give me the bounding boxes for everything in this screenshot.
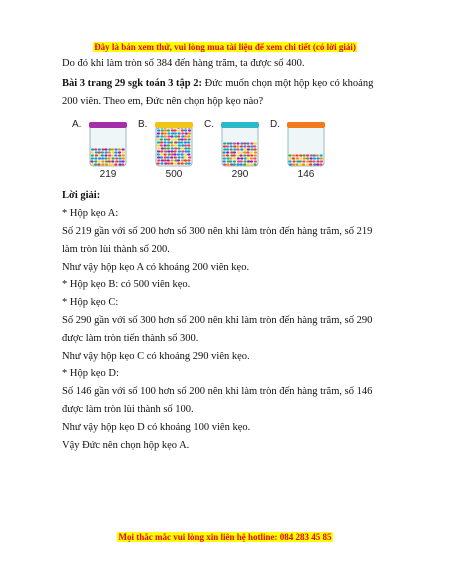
jar-count: 146 [297, 169, 315, 180]
jar-letter: C. [204, 119, 214, 131]
solution-line: * Hộp kẹo D: [62, 368, 119, 380]
jar-letter: B. [138, 119, 148, 131]
intro-text: Do đó khi làm tròn số 384 đến hàng trăm, ta được số 400. [62, 58, 305, 69]
jar-count: 500 [165, 169, 183, 180]
candy-jars-figure [62, 114, 388, 179]
preview-banner-text: Đây là bản xem thử, vui lòng mua tài liệu để xem chi tiết (có lời giải) [94, 42, 356, 52]
solution-line: Như vậy hộp kẹo A có khoảng 200 viên kẹo. [62, 261, 250, 273]
problem-title: Bài 3 trang 29 sgk toán 3 tập 2: [62, 77, 203, 89]
solution-line: Như vậy hộp kẹo D có khoảng 100 viên kẹo. [62, 421, 251, 433]
jar-lid [221, 122, 259, 128]
hotline-banner [0, 527, 450, 545]
solution-line: Số 290 gần với số 300 hơn số 200 nên khi làm tròn đến hàng trăm, số 290 được làm tròn tiến thành số 300. [62, 314, 373, 344]
solution-line: * Hộp kẹo A: [62, 208, 119, 220]
candy-jars-illustration [62, 114, 362, 179]
problem-text: Đức muốn chọn một hộp kẹo có khoảng 200 viên. Theo em, Đức nên chọn hộp kẹo nào? [62, 77, 374, 107]
document-body [62, 55, 388, 454]
solution-line: Số 219 gần với số 200 hơn số 300 nên khi làm tròn đến hàng trăm, số 219 làm tròn lùi thành số 200. [62, 225, 373, 255]
solution-heading: Lời giải: [62, 190, 101, 202]
jar-lid [287, 122, 325, 128]
solution-line: Vậy Đức nên chọn hộp kẹo A. [62, 439, 190, 451]
jar-letter: A. [72, 119, 82, 131]
candy-jar [270, 119, 325, 179]
solution-line: Như vậy hộp kẹo C có khoảng 290 viên kẹo. [62, 350, 250, 362]
candy-jar [72, 119, 127, 179]
candy-jar [204, 119, 259, 179]
jar-letter: D. [270, 119, 280, 131]
candy-jar [138, 119, 193, 179]
jar-count: 219 [99, 169, 117, 180]
solution-line: Số 146 gần với số 100 hơn số 200 nên khi làm tròn đến hàng trăm, số 146 được làm tròn lùi thành số 100. [62, 386, 373, 415]
jar-body [288, 126, 324, 166]
jar-body [90, 126, 126, 166]
jar-lid [155, 122, 193, 128]
jar-count: 290 [231, 169, 249, 180]
solution-line: * Hộp kẹo B: có 500 viên kẹo. [62, 279, 191, 291]
solution-line: * Hộp kẹo C: [62, 297, 119, 309]
preview-banner [0, 37, 450, 55]
problem-statement [62, 75, 388, 111]
jar-lid [89, 122, 127, 128]
hotline-banner-text: Mọi thắc mắc vui lòng xin liên hệ hotline: 084 283 45 85 [118, 532, 332, 542]
